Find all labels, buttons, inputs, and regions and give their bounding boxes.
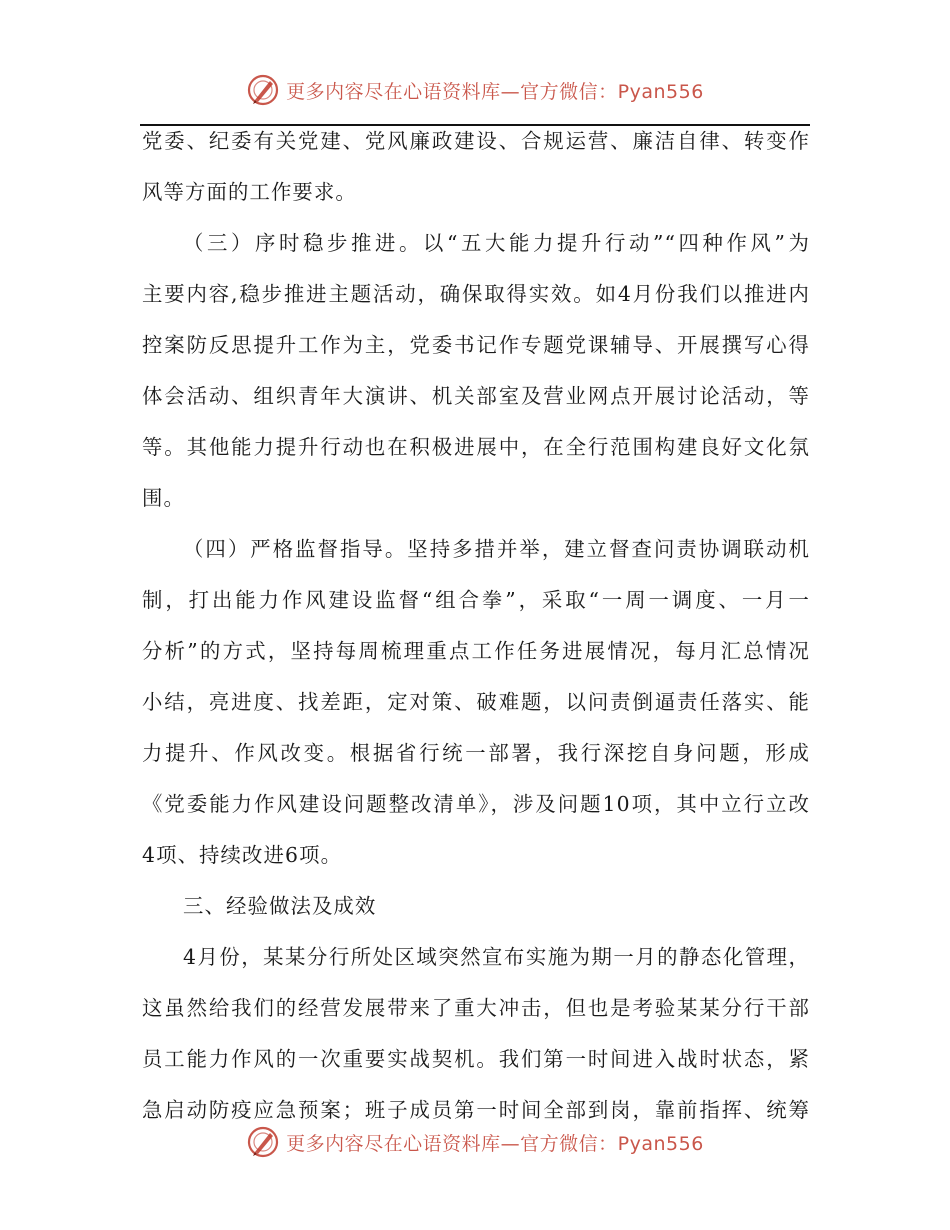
header-watermark-text: 更多内容尽在心语资料库—官方微信：Pyan556	[286, 80, 704, 103]
text-line: 围。	[142, 486, 185, 510]
footer-watermark-text: 更多内容尽在心语资料库—官方微信：Pyan556	[286, 1132, 704, 1155]
footer-watermark	[0, 1122, 950, 1162]
text-line: 分析”的方式，坚持每周梳理重点工作任务进展情况，每月汇总情况	[142, 639, 810, 663]
text-line: 力提升、作风改变。根据省行统一部署，我行深挖自身问题，形成	[142, 741, 810, 765]
text-line: 急启动防疫应急预案；班子成员第一时间全部到岗，靠前指挥、统筹	[142, 1098, 810, 1122]
text-line: 制，打出能力作风建设监督“组合拳”，采取“一周一调度、一月一	[142, 588, 810, 612]
text-line: 控案防反思提升工作为主，党委书记作专题党课辅导、开展撰写心得	[142, 333, 810, 357]
header-watermark	[0, 70, 950, 110]
text-line: 《党委能力作风建设问题整改清单》，涉及问题10项，其中立行立改	[142, 792, 810, 816]
text-line: （四）严格监督指导。坚持多措并举，建立督查问责协调联动机	[183, 537, 810, 561]
text-line: 风等方面的工作要求。	[142, 180, 357, 204]
text-line: 体会活动、组织青年大演讲、机关部室及营业网点开展讨论活动，等	[142, 384, 810, 408]
text-line: 等。其他能力提升行动也在积极进展中，在全行范围构建良好文化氛	[142, 435, 810, 459]
text-line: （三）序时稳步推进。以“五大能力提升行动”“四种作风”为	[183, 231, 810, 255]
document-body	[142, 123, 810, 1143]
text-line: 4项、持续改进6项。	[142, 843, 343, 867]
quill-seal-icon	[246, 73, 280, 107]
text-line: 主要内容,稳步推进主题活动，确保取得实效。如4月份我们以推进内	[142, 282, 810, 306]
text-line: 小结，亮进度、找差距，定对策、破难题，以问责倒逼责任落实、能	[142, 690, 810, 714]
quill-seal-icon	[246, 1125, 280, 1159]
text-line: 这虽然给我们的经营发展带来了重大冲击，但也是考验某某分行干部	[142, 996, 810, 1020]
section-heading: 三、经验做法及成效	[183, 894, 377, 918]
text-line: 党委、纪委有关党建、党风廉政建设、合规运营、廉洁自律、转变作	[142, 129, 810, 153]
text-line: 4月份，某某分行所处区域突然宣布实施为期一月的静态化管理，	[183, 945, 810, 969]
text-line: 员工能力作风的一次重要实战契机。我们第一时间进入战时状态，紧	[142, 1047, 810, 1071]
